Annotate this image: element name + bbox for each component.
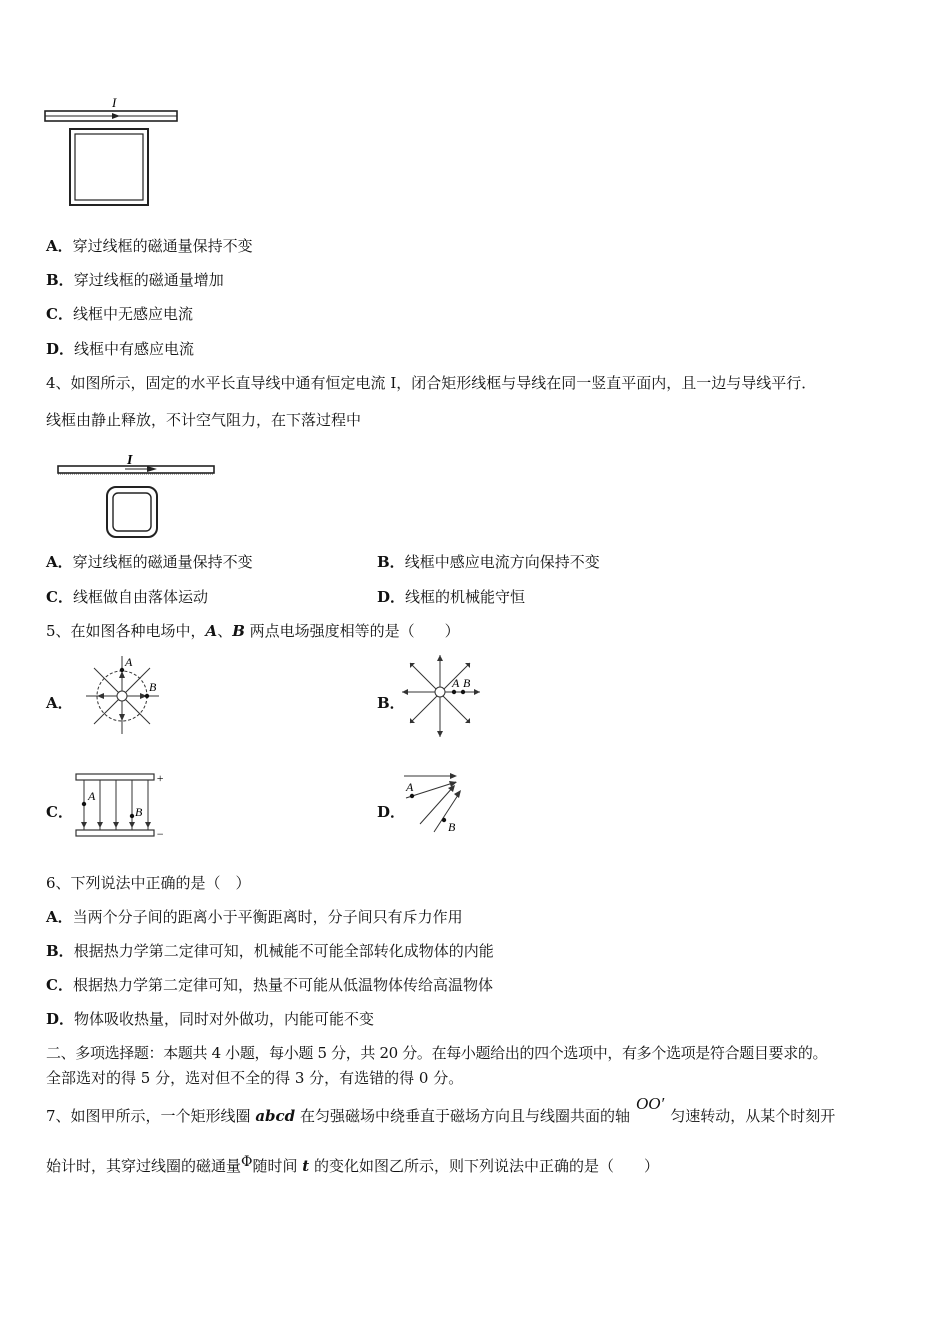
q6-option-d[interactable]: D．物体吸收热量，同时对外做功，内能可能不变 [46,1010,375,1028]
q6-option-c[interactable]: C．根据热力学第二定律可知，热量不可能从低温物体传给高温物体 [46,976,493,994]
q3-current-label: I [112,95,117,110]
q5c-point-b [130,814,134,818]
q5-stem: 5、在如图各种电场中，A、B 两点电场强度相等的是（ ） [46,622,460,640]
q3-option-c[interactable]: C．线框中无感应电流 [46,305,193,323]
q6-stem: 6、下列说法中正确的是（ ） [46,874,251,892]
q5c-label-b: B [135,805,143,819]
q5-figure-c[interactable] [70,770,170,840]
q5d-point-a [410,794,414,798]
q5c-plus: + [156,771,165,785]
q5b-point-b [461,690,465,694]
q5b-label-a: A [452,676,460,690]
q5-option-a[interactable]: A． [46,694,73,712]
q5a-label-b: B [149,680,157,694]
q5a-label-a: A [125,655,133,669]
q5b-point-a [452,690,456,694]
section2-line1: 二、多项选择题：本题共 4 小题，每小题 5 分，共 20 分。在每小题给出的四个选项中，有多个选项是符合题目要求的。 [46,1044,828,1062]
q5b-label-b: B [463,676,471,690]
q5-figure-b[interactable] [402,655,482,741]
q4-current-label: I [127,453,133,468]
q5-option-d[interactable]: D． [377,803,406,821]
q7-phi: Φ [241,1154,253,1170]
q5c-label-a: A [88,789,96,803]
q5a-point-b [145,694,149,698]
q4-option-c[interactable]: C．线框做自由落体运动 [46,588,208,606]
q3-option-b[interactable]: B．穿过线框的磁通量增加 [46,271,224,289]
q7-stem-line2: 始计时，其穿过线圈的磁通量Φ随时间 t 的变化如图乙所示，则下列说法中正确的是（ ） [46,1154,659,1175]
q4-stem-line2: 线框由静止释放，不计空气阻力，在下落过程中 [46,411,362,429]
q4-stem-line1: 4、如图所示，固定的水平长直导线中通有恒定电流 I，闭合矩形线框与导线在同一竖直平面内，且一边与导线平行． [46,374,817,392]
q5a-point-a [120,668,124,672]
q7-axis: OO′ [635,1094,665,1113]
q5c-minus: − [156,827,165,841]
q6-option-a[interactable]: A．当两个分子间的距离小于平衡距离时，分子间只有斥力作用 [46,908,463,926]
q5d-label-b: B [448,820,456,834]
q5-figure-a[interactable] [86,654,162,740]
q3-figure [40,95,190,210]
q6-option-b[interactable]: B．根据热力学第二定律可知，机械能不可能全部转化成物体的内能 [46,942,494,960]
q3-option-a[interactable]: A．穿过线框的磁通量保持不变 [46,237,253,255]
q4-option-a[interactable]: A．穿过线框的磁通量保持不变 [46,553,253,571]
q4-option-d[interactable]: D．线框的机械能守恒 [377,588,526,606]
section2-line2: 全部选对的得 5 分，选对但不全的得 3 分，有选错的得 0 分。 [46,1069,464,1087]
q5d-label-a: A [406,780,414,794]
q5c-point-a [82,802,86,806]
q3-option-d[interactable]: D．线框中有感应电流 [46,340,195,358]
q4-option-b[interactable]: B．线框中感应电流方向保持不变 [377,553,600,571]
q5d-point-b [442,818,446,822]
q7-stem-line1: 7、如图甲所示，一个矩形线圈 abcd 在匀强磁场中绕垂直于磁场方向且与线圈共面的轴OO′匀速转动，从某个时刻开 [46,1094,836,1125]
q5-option-b[interactable]: B． [377,694,405,712]
q4-figure [55,452,220,542]
q5-figure-d[interactable] [400,772,470,838]
q5-option-c[interactable]: C． [46,803,73,821]
